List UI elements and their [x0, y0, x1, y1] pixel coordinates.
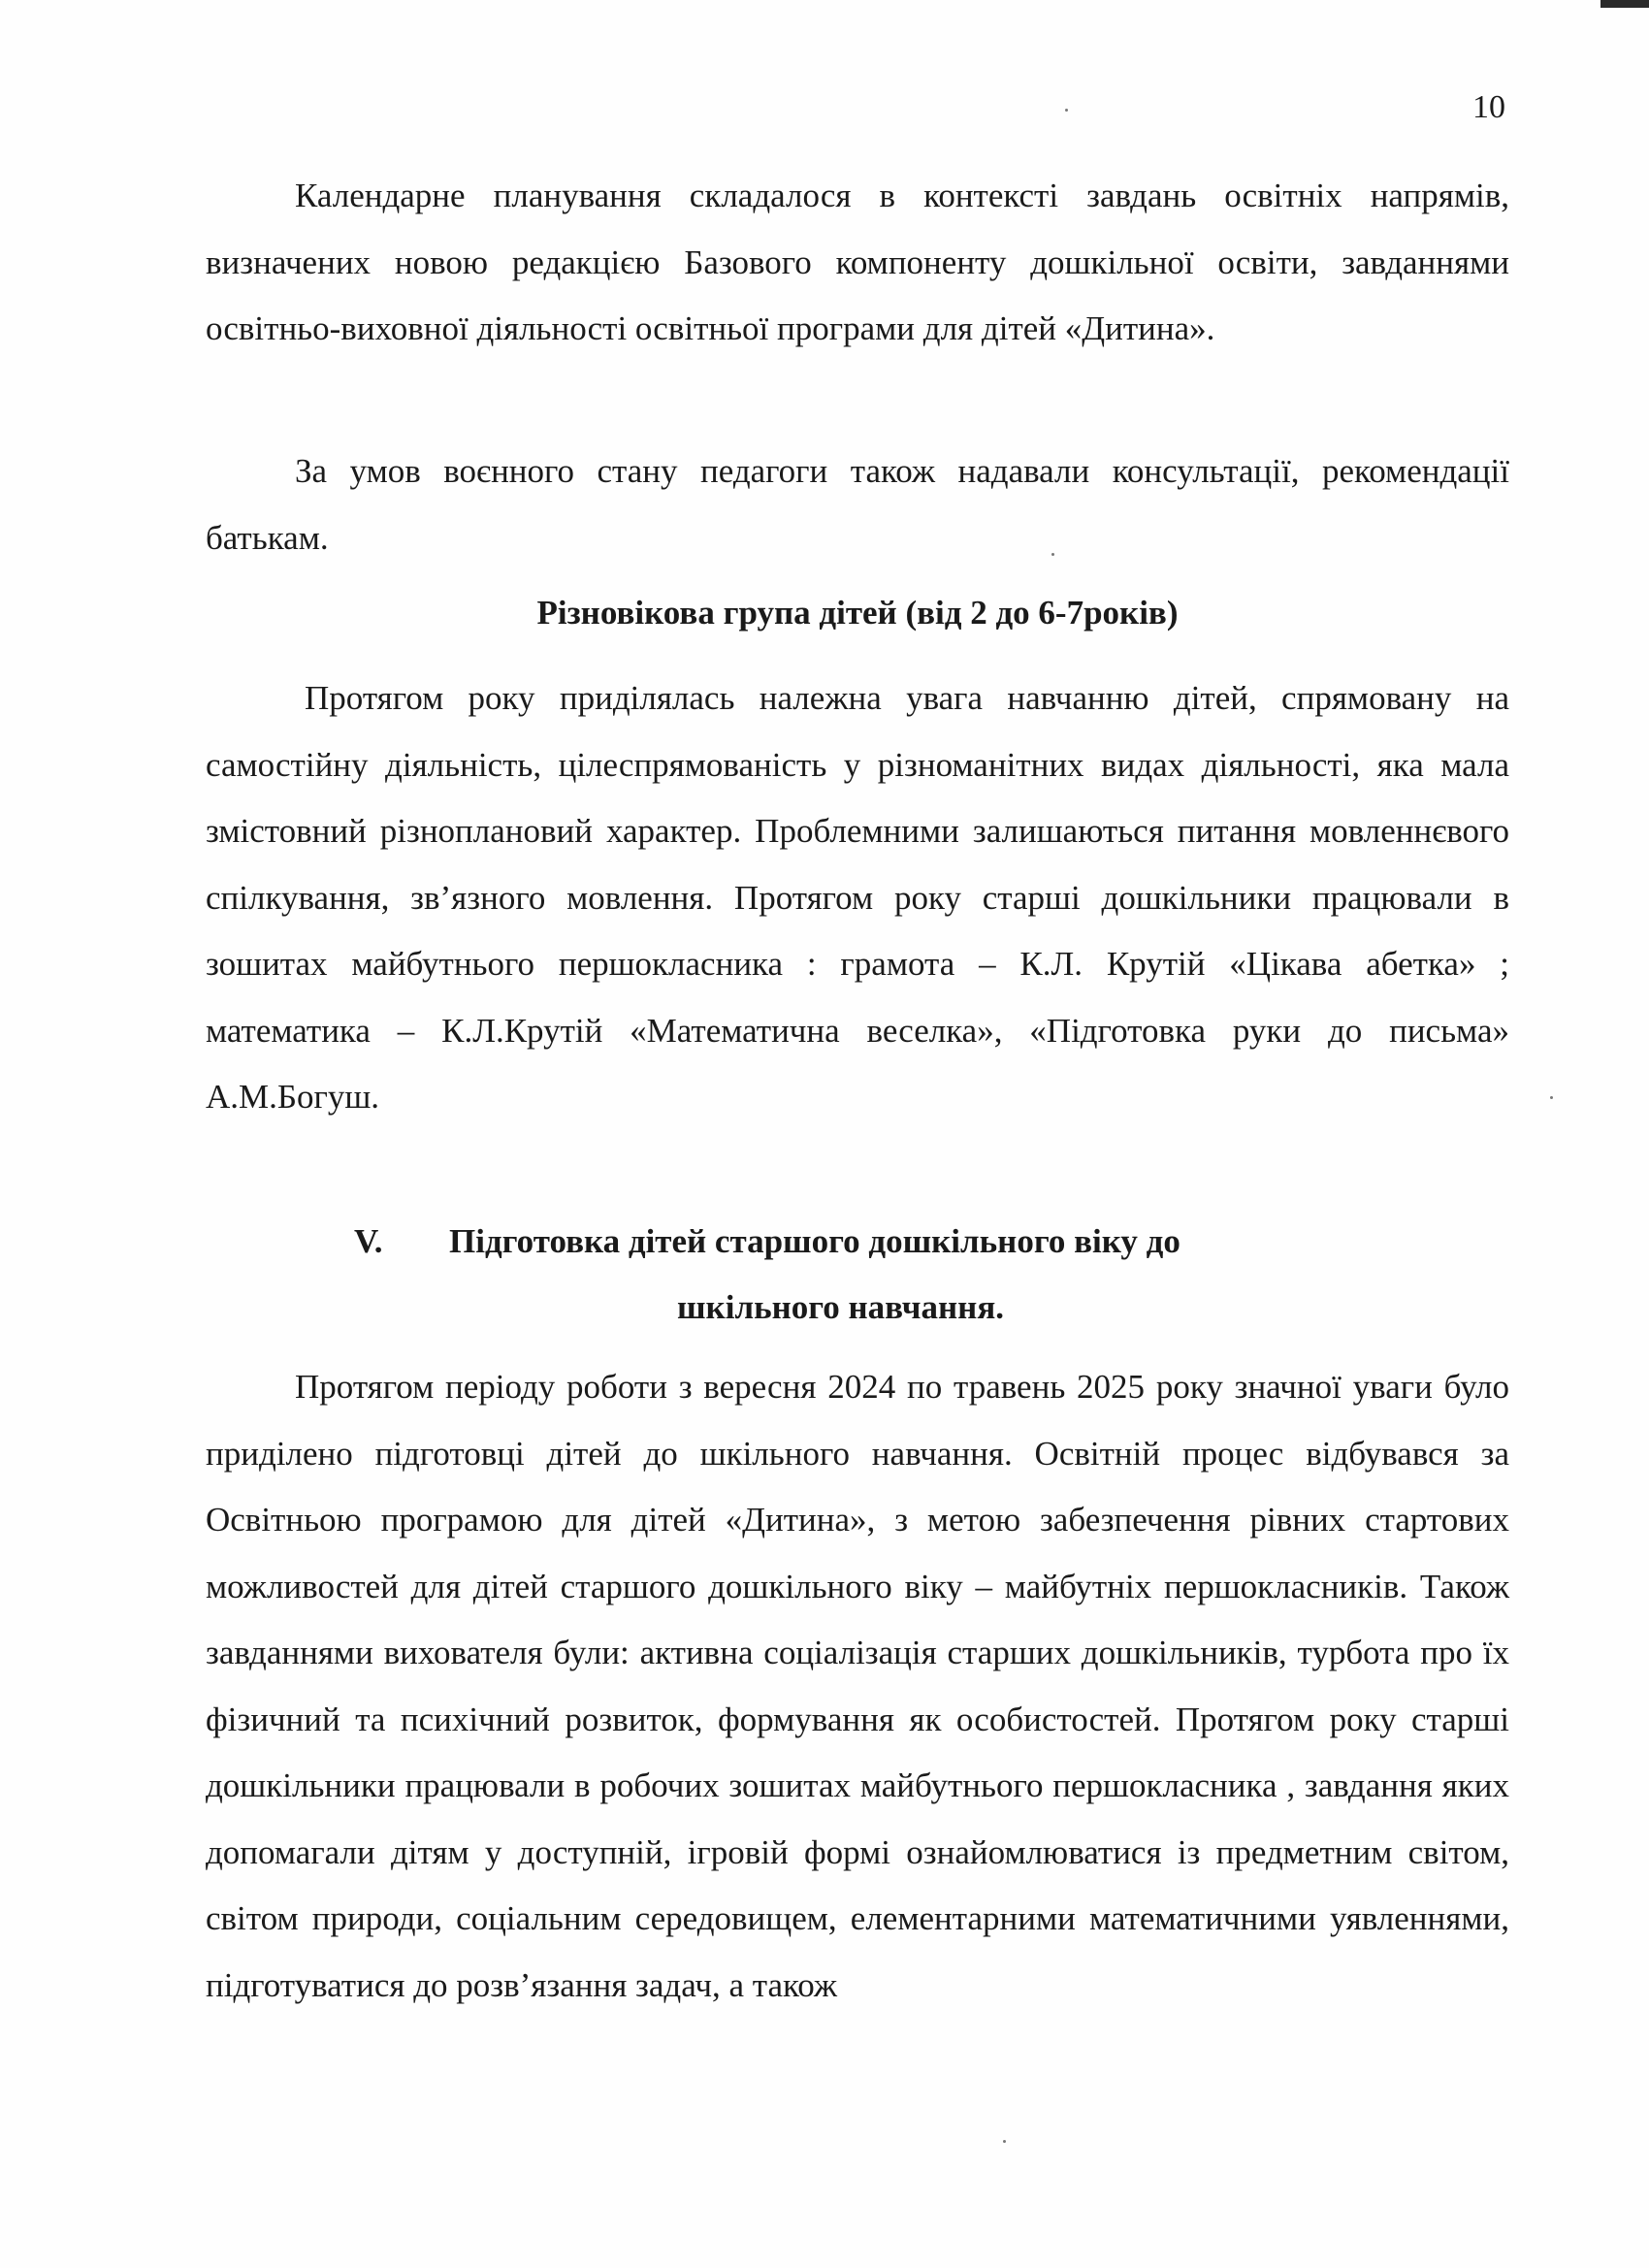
section-title-line2: шкільного навчання.: [677, 1288, 1005, 1326]
paragraph-school-preparation: Протягом періоду роботи з вересня 2024 по травень 2025 року значної уваги було приділено підготовці дітей до шкільного навчання. Освітній процес відбувався за Освітньою програмою для дітей «Дитина», з метою забезпечення рівних стартових можливостей для дітей старшого дошкільного віку – майбутніх першокласників. Також завданнями вихователя були: активна соціалізація старших дошкільників, турбота про їх фізичний та психічний розвиток, формування як особистостей. Протягом року старші дошкільники працювали в робочих зошитах майбутнього першокласника , завдання яких допомагали дітям у доступній, ігровій формі ознайомлюватися із предметним світом, світом природи, соціальним середовищем, елементарними математичними уявленнями, підготуватися до розв’язання задач, а також: [206, 1368, 1509, 2004]
paragraph-calendar-planning: Календарне планування складалося в контексті завдань освітніх напрямів, визначених новою редакцією Базового компоненту дошкільної освіти, завданнями освітньо-виховної діяльності освітньої програми для дітей «Дитина».: [206, 177, 1509, 347]
scan-speck: [1003, 2140, 1006, 2143]
page-number: 10: [1472, 89, 1505, 125]
section-number: V.: [354, 1222, 383, 1260]
scan-speck: [1550, 1096, 1553, 1099]
scan-corner-mark: [1600, 0, 1649, 8]
scan-speck: [1051, 553, 1054, 556]
section-title-line1: Підготовка дітей старшого дошкільного віку до: [449, 1222, 1180, 1260]
group-heading: Різновікова група дітей (від 2 до 6-7років): [536, 594, 1179, 632]
paragraph-martial-law: За умов воєнного стану педагоги також надавали консультації, рекомендації батькам.: [206, 452, 1509, 557]
scan-speck: [1065, 109, 1068, 112]
paragraph-group-description: Протягом року приділялась належна увага навчанню дітей, спрямовану на самостійну діяльність, цілеспрямованість у різноманітних видах діяльності, яка мала змістовний різноплановий характер. Проблемними залишаються питання мовленнєвого спілкування, зв’язного мовлення. Протягом року старші дошкільники працювали в зошитах майбутнього першокласника : грамота – К.Л. Крутій «Цікава абетка» ; математика – К.Л.Крутій «Математична веселка», «Підготовка руки до письма» А.М.Богуш.: [206, 679, 1509, 1116]
